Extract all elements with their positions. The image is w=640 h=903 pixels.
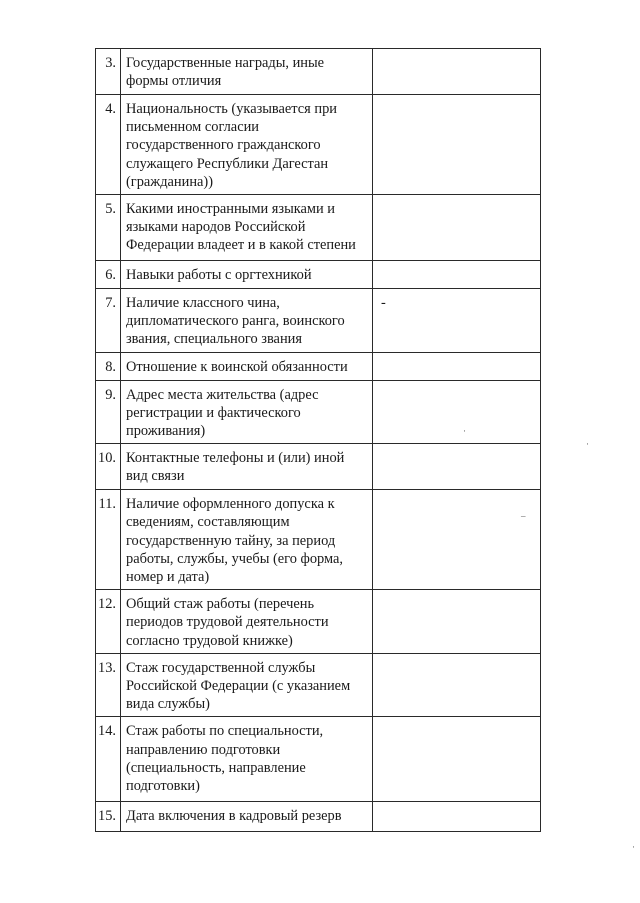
scan-speck: · — [632, 842, 635, 852]
row-label: Национальность (указывается при письменном согласии государственного гражданского служащего Республики Дагестан (гражданина)) — [121, 95, 373, 195]
row-value — [373, 49, 541, 95]
table-row — [96, 289, 541, 353]
row-value — [373, 653, 541, 717]
row-label: Контактные телефоны и (или) иной вид связи — [121, 444, 373, 490]
row-label: Наличие оформленного допуска к сведениям, составляющим государственную тайну, за период работы, службы, учебы (его форма, номер и дата) — [121, 490, 373, 590]
table-row — [96, 802, 541, 832]
row-value — [373, 717, 541, 802]
table-row — [96, 590, 541, 654]
table-row — [96, 261, 541, 289]
row-value — [373, 490, 541, 590]
row-value — [373, 444, 541, 490]
row-value — [373, 380, 541, 444]
row-label: Навыки работы с оргтехникой — [121, 261, 373, 289]
table-row — [96, 49, 541, 95]
row-number: 6. — [96, 261, 121, 289]
row-number: 9. — [96, 380, 121, 444]
row-label: Государственные награды, иные формы отличия — [121, 49, 373, 95]
personnel-form-table — [95, 48, 541, 832]
table-row — [96, 352, 541, 380]
row-number: 10. — [96, 444, 121, 490]
row-label: Дата включения в кадровый резерв — [121, 802, 373, 832]
row-label: Наличие классного чина, дипломатического ранга, воинского звания, специального звания — [121, 289, 373, 353]
row-number: 15. — [96, 802, 121, 832]
row-label: Какими иностранными языками и языками народов Российской Федерации владеет и в какой степени — [121, 195, 373, 261]
row-number: 11. — [96, 490, 121, 590]
table-row — [96, 653, 541, 717]
table-row — [96, 444, 541, 490]
row-number: 13. — [96, 653, 121, 717]
scan-speck: – — [521, 511, 526, 521]
table-row — [96, 95, 541, 195]
row-number: 8. — [96, 352, 121, 380]
table-row — [96, 195, 541, 261]
row-value — [373, 261, 541, 289]
row-number: 14. — [96, 717, 121, 802]
row-value — [373, 195, 541, 261]
table-row — [96, 490, 541, 590]
row-value — [373, 802, 541, 832]
table-row — [96, 717, 541, 802]
row-label: Отношение к воинской обязанности — [121, 352, 373, 380]
row-label: Стаж работы по специальности, направлению подготовки (специальность, направление подготовки) — [121, 717, 373, 802]
row-number: 7. — [96, 289, 121, 353]
row-number: 5. — [96, 195, 121, 261]
table-row — [96, 380, 541, 444]
row-number: 4. — [96, 95, 121, 195]
row-value — [373, 95, 541, 195]
row-value: - — [373, 289, 541, 353]
row-label: Стаж государственной службы Российской Федерации (с указанием вида службы) — [121, 653, 373, 717]
row-value — [373, 352, 541, 380]
row-value — [373, 590, 541, 654]
row-number: 3. — [96, 49, 121, 95]
row-label: Адрес места жительства (адрес регистрации и фактического проживания) — [121, 380, 373, 444]
scan-speck: · — [463, 426, 466, 436]
scan-speck: · — [586, 439, 589, 449]
row-label: Общий стаж работы (перечень периодов трудовой деятельности согласно трудовой книжке) — [121, 590, 373, 654]
row-number: 12. — [96, 590, 121, 654]
